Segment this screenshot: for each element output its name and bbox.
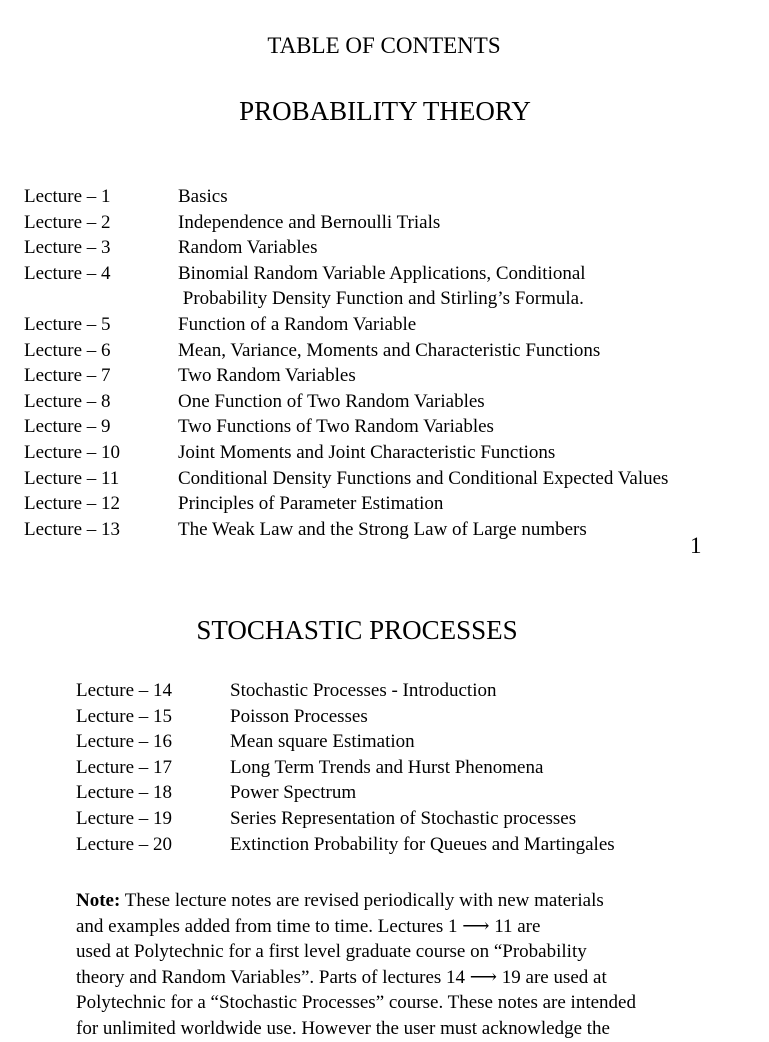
lecture-title: Conditional Density Functions and Conditional Expected Values	[178, 467, 669, 489]
lecture-number: Lecture – 13	[24, 518, 121, 540]
stochastic-lecture-list	[76, 678, 615, 857]
lecture-title: Series Representation of Stochastic processes	[230, 807, 577, 829]
section-heading-stochastic-processes: STOCHASTIC PROCESSES	[196, 615, 518, 645]
lecture-row	[24, 491, 668, 517]
lecture-row	[24, 261, 668, 287]
lecture-number: Lecture – 17	[76, 756, 173, 778]
lecture-number: Lecture – 3	[24, 237, 111, 259]
page-title: TABLE OF CONTENTS	[267, 33, 501, 58]
lecture-row	[76, 704, 615, 730]
note-line: used at Polytechnic for a first level graduate course on “Probability	[76, 941, 587, 963]
lecture-number: Lecture – 11	[24, 467, 120, 489]
lecture-title: Mean square Estimation	[230, 731, 415, 753]
lecture-title: Principles of Parameter Estimation	[178, 493, 444, 515]
lecture-title: Two Random Variables	[178, 365, 356, 387]
lecture-number: Lecture – 15	[76, 705, 173, 727]
lecture-title: Long Term Trends and Hurst Phenomena	[230, 756, 544, 778]
lecture-row	[76, 678, 615, 704]
lecture-title: Independence and Bernoulli Trials	[178, 211, 441, 233]
lecture-title: Probability Density Function and Stirling’s Formula.	[178, 288, 584, 310]
lecture-title: Two Functions of Two Random Variables	[178, 416, 494, 438]
note-line: theory and Random Variables”. Parts of lectures 14 ⟶ 19 are used at	[76, 966, 607, 988]
lecture-title: Stochastic Processes - Introduction	[230, 680, 497, 701]
lecture-title: Power Spectrum	[230, 782, 357, 804]
lecture-row	[24, 440, 668, 466]
lecture-number: Lecture – 18	[76, 782, 173, 804]
lecture-number	[24, 286, 178, 312]
lecture-row	[24, 210, 668, 236]
lecture-row	[24, 414, 668, 440]
lecture-row	[76, 729, 615, 755]
lecture-title: One Function of Two Random Variables	[178, 390, 485, 412]
lecture-row	[24, 312, 668, 338]
note-text: These lecture notes are revised periodically with new materials	[120, 890, 604, 911]
note-line	[76, 888, 756, 914]
lecture-number: Lecture – 12	[24, 493, 121, 515]
lecture-title: Extinction Probability for Queues and Martingales	[230, 833, 615, 855]
lecture-title: Function of a Random Variable	[178, 313, 417, 335]
lecture-number: Lecture – 2	[24, 211, 111, 233]
lecture-row	[24, 466, 668, 492]
lecture-number: Lecture – 6	[24, 339, 111, 361]
lecture-row	[76, 755, 615, 781]
lecture-row	[24, 363, 668, 389]
lecture-number: Lecture – 8	[24, 390, 111, 412]
page-number: 1	[690, 533, 702, 558]
lecture-title: Poisson Processes	[230, 705, 368, 727]
lecture-number: Lecture – 14	[76, 680, 173, 701]
note-line: for unlimited worldwide use. However the user must acknowledge the	[76, 1017, 610, 1039]
lecture-number: Lecture – 10	[24, 441, 121, 463]
section-heading-probability-theory: PROBABILITY THEORY	[239, 96, 531, 126]
lecture-row	[76, 780, 615, 806]
note-line: and examples added from time to time. Lectures 1 ⟶ 11 are	[76, 915, 541, 937]
note-line: Polytechnic for a “Stochastic Processes” course. These notes are intended	[76, 992, 636, 1014]
lecture-number: Lecture – 16	[76, 731, 173, 753]
lecture-row	[76, 832, 615, 858]
lecture-number: Lecture – 1	[24, 186, 111, 207]
lecture-number: Lecture – 7	[24, 365, 111, 387]
lecture-row	[24, 389, 668, 415]
note-label: Note:	[76, 890, 121, 911]
lecture-row	[24, 517, 668, 543]
lecture-row-continuation	[24, 286, 668, 312]
lecture-number: Lecture – 20	[76, 833, 173, 855]
lecture-row	[24, 184, 668, 210]
lecture-title: Random Variables	[178, 237, 318, 259]
lecture-title: Binomial Random Variable Applications, Conditional	[178, 262, 586, 284]
lecture-row	[24, 235, 668, 261]
lecture-number: Lecture – 4	[24, 262, 111, 284]
lecture-number: Lecture – 9	[24, 416, 111, 438]
lecture-title: Joint Moments and Joint Characteristic Functions	[178, 441, 556, 463]
lecture-row	[24, 338, 668, 364]
note-paragraph	[76, 888, 756, 1042]
probability-lecture-list	[24, 184, 668, 542]
lecture-number: Lecture – 19	[76, 807, 173, 829]
lecture-number: Lecture – 5	[24, 313, 111, 335]
lecture-title: Mean, Variance, Moments and Characteristic Functions	[178, 339, 601, 361]
lecture-title: Basics	[178, 186, 228, 207]
lecture-row	[76, 806, 615, 832]
lecture-title: The Weak Law and the Strong Law of Large numbers	[178, 518, 587, 540]
